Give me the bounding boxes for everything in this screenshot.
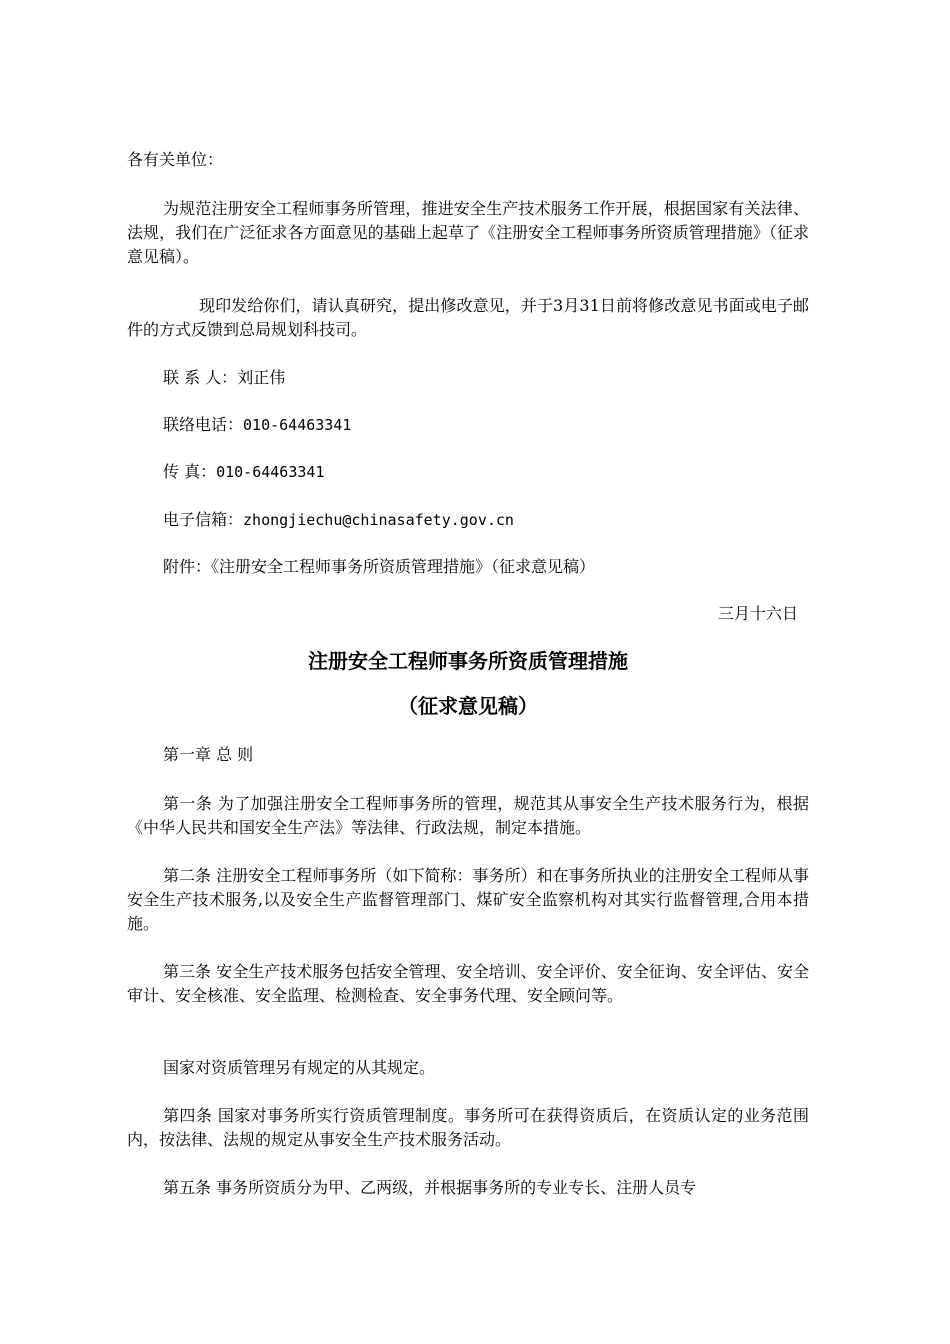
fax-value: 010-64463341 <box>216 463 325 481</box>
article-2: 第二条 注册安全工程师事务所（如下简称：事务所）和在事务所执业的注册安全工程师从事安全生产技术服务,以及安全生产监督管理部门、煤矿安全监察机构对其实行监督管理,合用本措施。 <box>127 866 809 933</box>
article-1: 第一条 为了加强注册安全工程师事务所的管理，规范其从事安全生产技术服务行为，根据《中华人民共和国安全生产法》等法律、行政法规，制定本措施。 <box>127 794 809 837</box>
document-subtitle: （征求意见稿） <box>398 694 538 718</box>
phone-value: 010-64463341 <box>243 416 352 434</box>
email-value: zhongjiechu@chinasafety.gov.cn <box>243 511 514 529</box>
salutation: 各有关单位： <box>127 150 224 169</box>
phone-line <box>163 413 351 437</box>
letter-paragraph-2: 现印发给你们，请认真研究，提出修改意见，并于3月31日前将修改意见书面或电子邮件的方式反馈到总局规划科技司。 <box>127 296 809 339</box>
attachment-line: 附件：《注册安全工程师事务所资质管理措施》（征求意见稿） <box>163 557 596 576</box>
email-label: 电子信箱： <box>163 510 244 529</box>
article-3-note: 国家对资质管理另有规定的从其规定。 <box>163 1058 436 1077</box>
document-title: 注册安全工程师事务所资质管理措施 <box>308 649 628 673</box>
letter-paragraph-1: 为规范注册安全工程师事务所管理，推进安全生产技术服务工作开展，根据国家有关法律、法规，我们在广泛征求各方面意见的基础上起草了《注册安全工程师事务所资质管理措施》（征求意见稿）。 <box>127 199 809 266</box>
email-line <box>163 508 514 532</box>
article-3: 第三条 安全生产技术服务包括安全管理、安全培训、安全评价、安全征询、安全评估、安全审计、安全核准、安全监理、检测检查、安全事务代理、安全顾问等。 <box>127 962 809 1005</box>
fax-label: 传 真： <box>163 462 217 481</box>
phone-label: 联络电话： <box>163 415 244 434</box>
article-5: 第五条 事务所资质分为甲、乙两级，并根据事务所的专业专长、注册人员专 <box>163 1178 697 1197</box>
contact-value: 刘正伟 <box>237 368 286 387</box>
contact-label: 联 系 人： <box>163 368 238 387</box>
chapter-heading: 第一章 总 则 <box>163 745 254 764</box>
letter-date: 三月十六日 <box>718 604 799 623</box>
contact-line <box>163 366 285 390</box>
article-4: 第四条 国家对事务所实行资质管理制度。事务所可在获得资质后，在资质认定的业务范围内，按法律、法规的规定从事安全生产技术服务活动。 <box>127 1106 809 1149</box>
fax-line <box>163 460 324 484</box>
